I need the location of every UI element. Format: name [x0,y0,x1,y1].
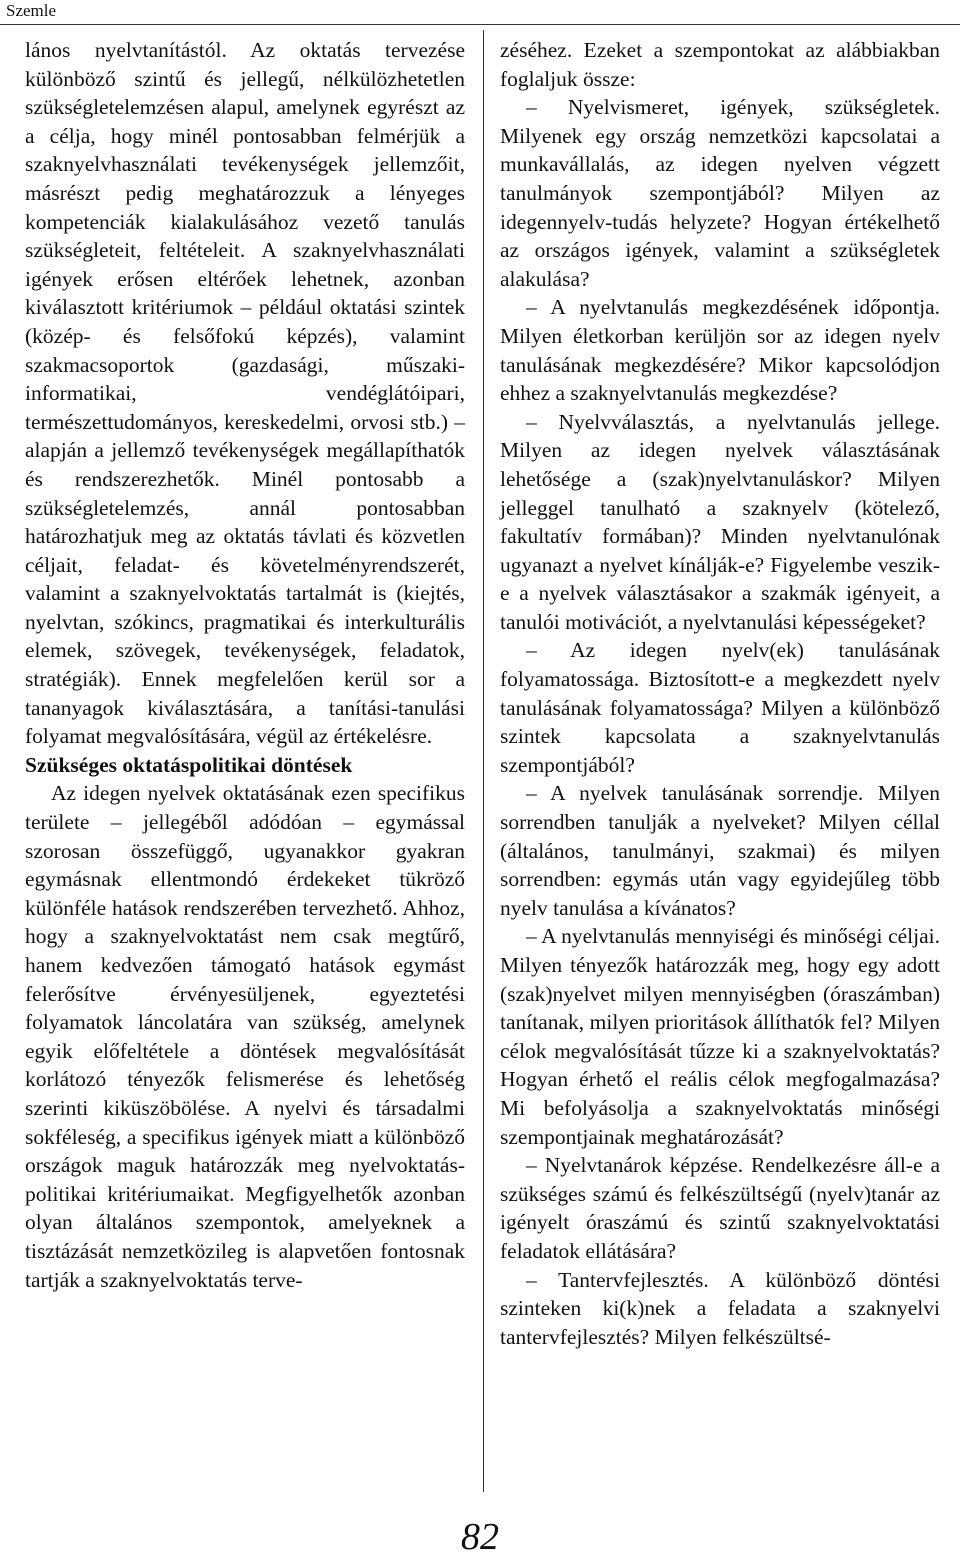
header-rule [0,24,960,25]
list-item-goals: – A nyelvtanulás mennyiségi és minőségi céljai. Milyen tényezők határozzák meg, hogy egy adott (szak)nyelvet milyen mennyiségben (óraszámban) tanítanak, milyen prioritások állíthatók fel? Milyen célok megvalósítását tűzze ki a szaknyelvoktatás? Hogyan érhető el reális célok megfogalmazása? Mi befolyásolja a szaknyelvoktatás minőségi szempontjainak meghatározását? [500,924,940,1149]
left-paragraph-1: lános nyelvtanítástól. Az oktatás tervezése különböző szintű és jellegű, nélkülözhetetlen szükségletelemzésen alapul, amelynek egyrészt az a célja, hogy minél pontosabban felmérjük a szaknyelvhasználati tevékenységek jellemzőit, másrészt pedig meghatározzuk a lényeges kompetenciák kialakulásához vezető tanulás szükségleteit, feltételeit. A szaknyelvhasználati igények erősen eltérőek lehetnek, azonban kiválasztott kritériumok – például oktatási szintek (közép- és felsőfokú képzés), valamint szakmacsoportok (gazdasági, műszaki-informatikai, vendéglátóipari, természettudományos, kereskedelmi, orvosi stb.) – alapján a jellemző tevékenységek megállapíthatók és rendszerezhetők. Minél pontosabb a szükségletelemzés, annál pontosabban határozhatjuk meg az oktatás távlati és közvetlen céljait, feladat- és követelményrendszerét, valamint a szaknyelvoktatás tartalmát is (kiejtés, nyelvtan, szókincs, pragmatikai és interkulturális elemek, szövegek, tevékenységek, feladatok, stratégiák). Ennek megfelelően kerül sor a tananyagok kiválasztására, a tanítási-tanulási folyamat megvalósítására, végül az értékelésre. [25,38,465,749]
list-item-order: – A nyelvek tanulásának sorrendje. Milyen sorrendben tanulják a nyelveket? Milyen céllal (általános, tanulmányi, szakmai) és milyen sorrendben: egymás után vagy egyidejűleg több nyelv tanulása a kívánatos? [500,781,940,920]
left-paragraph-2: Az idegen nyelvek oktatásának ezen specifikus területe – jellegéből adódóan – egymással szorosan összefüggő, ugyanakkor gyakran egymásnak ellentmondó érdekeket tükröző különféle hatások rendszerében tervezhető. Ahhoz, hogy a szaknyelvoktatást nem csak megtűrő, hanem kedvezően támogató hatások egymást felerősítve érvényesüljenek, egyeztetési folyamatok láncolatára van szükség, amelynek egyik előfeltétele a döntések megvalósítását korlátozó tényezők felismerése és lehetőség szerinti kiküszöbölése. A nyelvi és társadalmi sokféleség, a specifikus igények miatt a különböző országok maguk határozzák meg nyelvoktatás-politikai kritériumaikat. Megfigyelhetők azonban olyan általános szempontok, amelyeknek a tisztázását nemzetközileg is alapvetően fontosnak tartják a szaknyelvoktatás terve- [25,781,465,1292]
running-header: Szemle [6,1,57,20]
list-item-start-time: – A nyelvtanulás megkezdésének időpontja. Milyen életkorban kerüljön sor az idegen nyelv tanulásának megkezdésére? Mikor kapcsolódjon ehhez a szaknyelvtanulás megkezdése? [500,295,940,406]
section-title: Szükséges oktatáspolitikai döntések [25,752,353,777]
right-column [500,36,940,1351]
list-item-teacher-training: – Nyelvtanárok képzése. Rendelkezésre áll-e a szükséges számú és felkészültségű (nyelv)tanár az igényelt óraszámú és szintű szaknyelvoktatási feladatok ellátására? [500,1153,940,1263]
left-column [25,36,465,1294]
list-item-continuity: – Az idegen nyelv(ek) tanulásának folyamatossága. Biztosított-e a megkezdett nyelv tanulásának folyamatossága? Milyen a különböző szintek kapcsolata a szaknyelvtanulás szempontjából? [500,638,940,777]
list-item-language-choice: – Nyelvválasztás, a nyelvtanulás jellege. Milyen az idegen nyelvek választásának lehetősége a (szak)nyelvtanuláskor? Milyen jelleggel tanulható a szaknyelv (kötelező, fakultatív formában)? Minden nyelvtanulónak ugyanazt a nyelvet kínálják-e? Figyelembe veszik-e a nyelvek választásakor a szakmák igényeit, a tanulói motivációt, a nyelvtanulási képességeket? [500,409,940,634]
right-intro: zéséhez. Ezeket a szempontokat az alábbiakban foglaljuk össze: [500,38,940,91]
list-item-language-needs: – Nyelvismeret, igények, szükségletek. Milyenek egy ország nemzetközi kapcsolatai a munkavállalás, az idegen nyelven végzett tanulmányok szempontjából? Milyen az idegennyelv-tudás helyzete? Hogyan értékelhető az országos igények, valamint a szükségletek alakulása? [500,95,940,291]
page-number: 82 [461,1516,499,1558]
list-item-curriculum: – Tantervfejlesztés. A különböző döntési szinteken ki(k)nek a feladata a szaknyelvi tantervfejlesztés? Milyen felkészültsé- [500,1267,940,1349]
column-divider [483,30,484,1492]
